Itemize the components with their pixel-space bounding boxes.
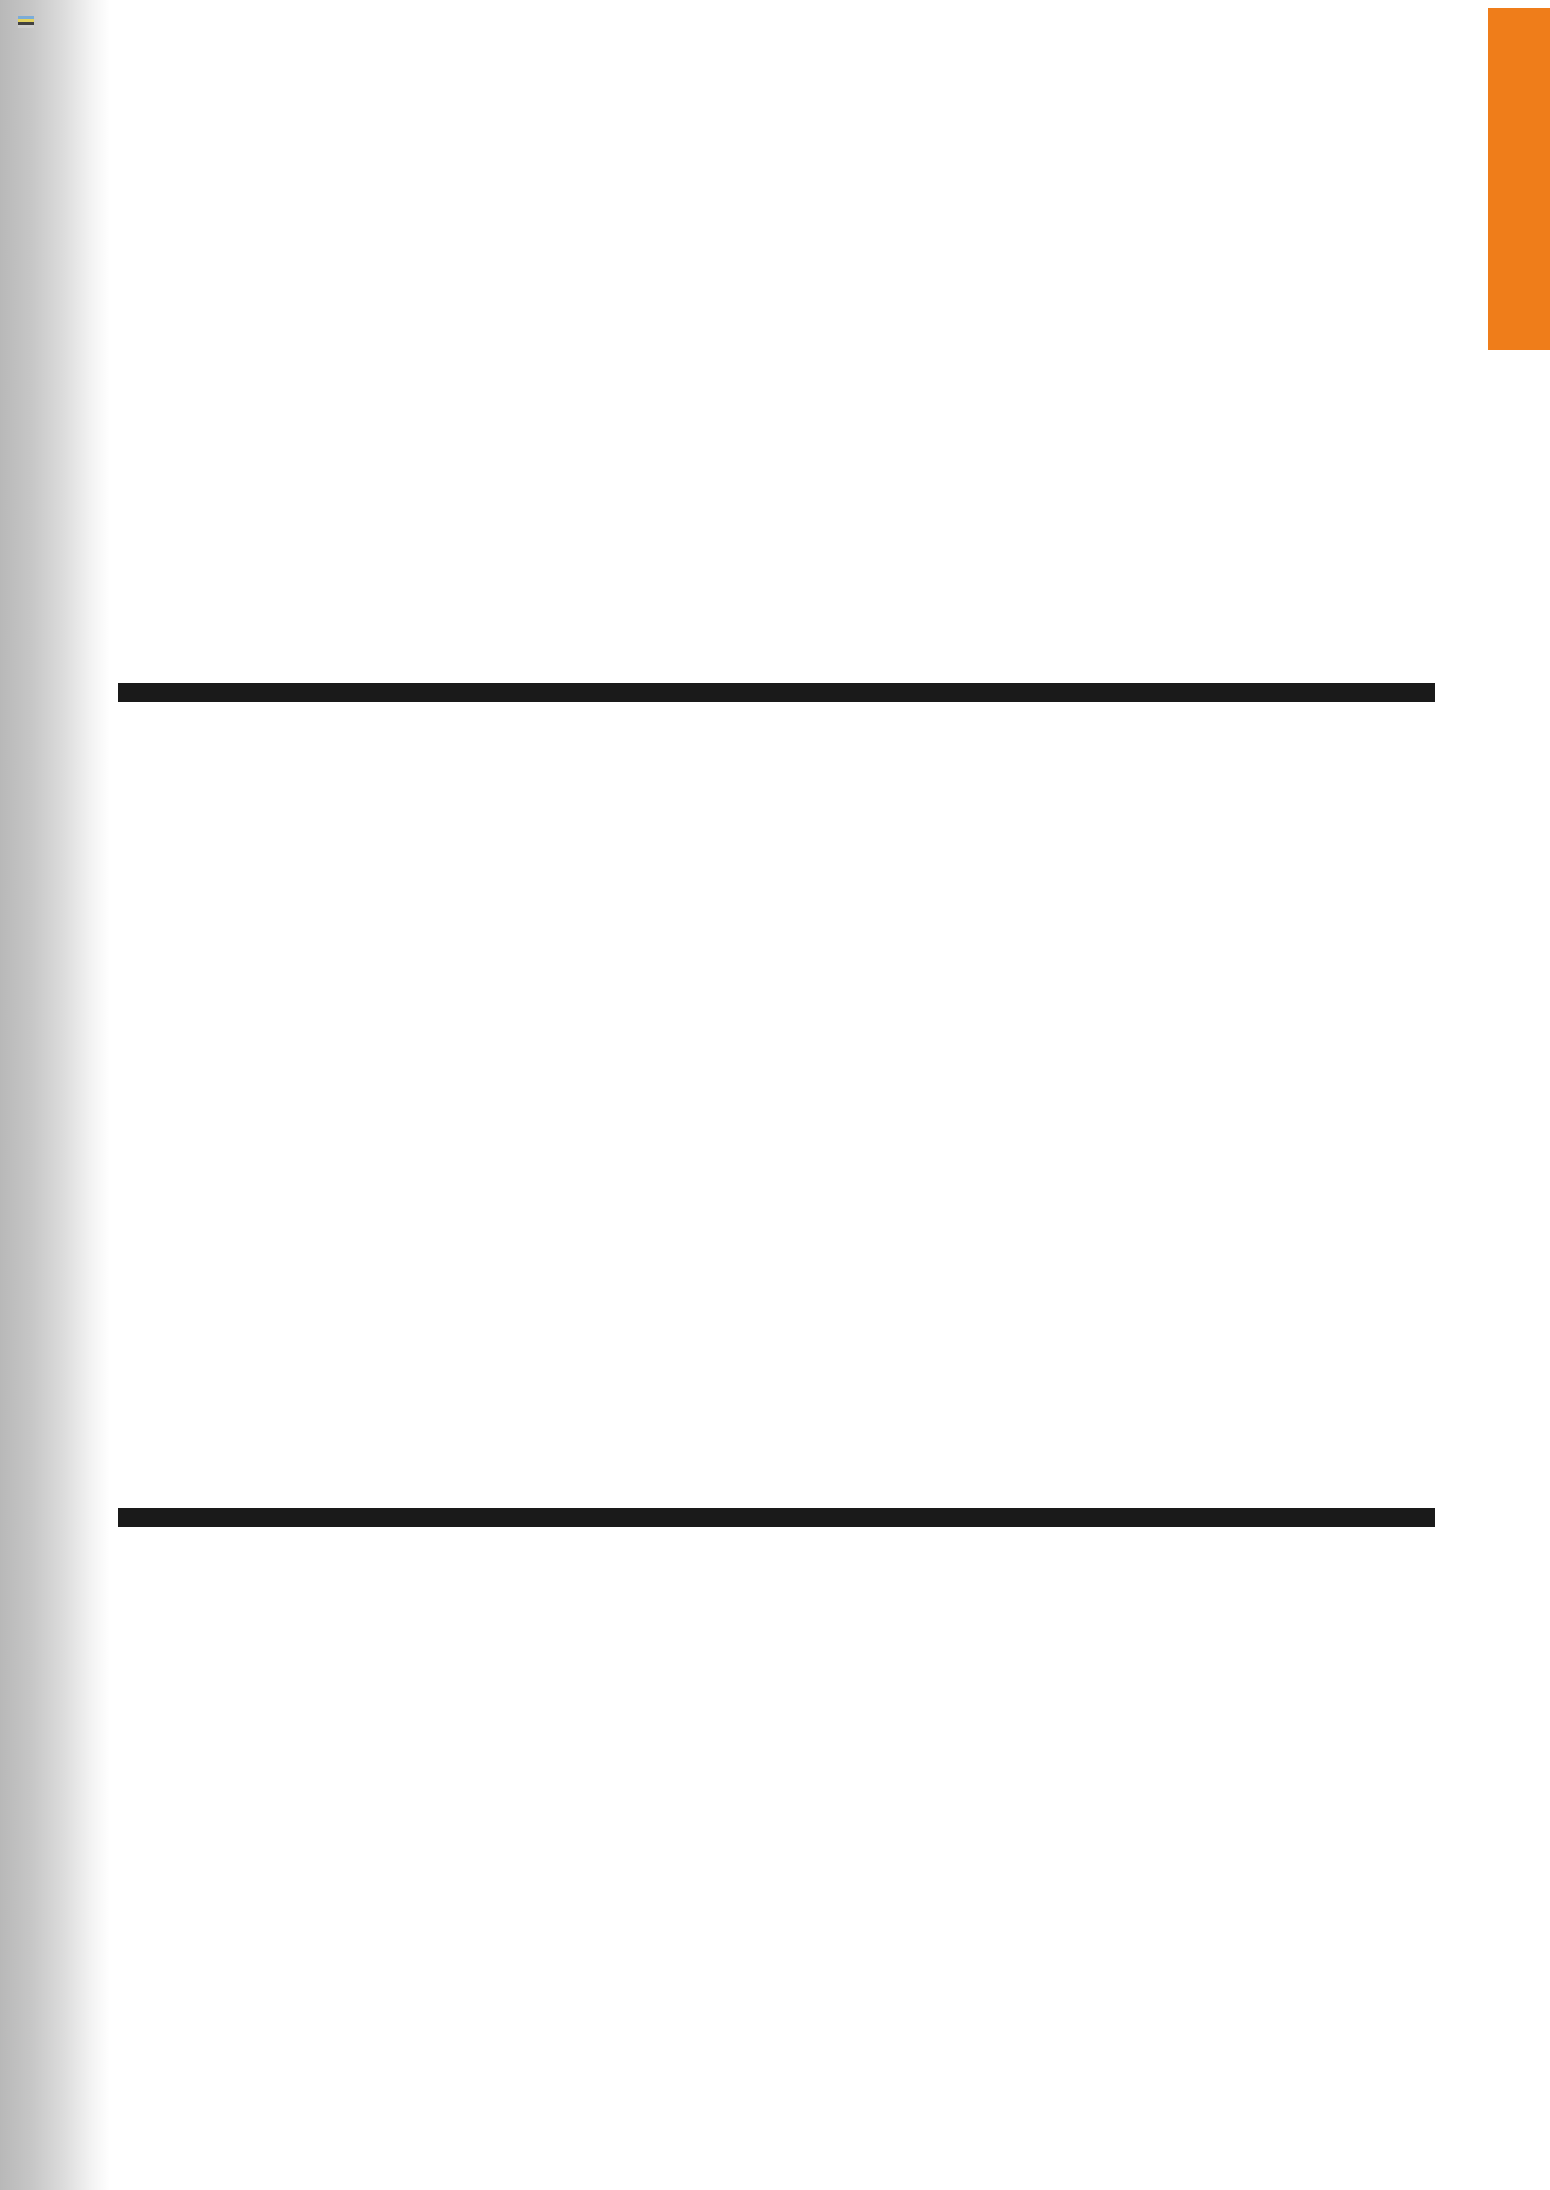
right-sidebar: [1488, 0, 1550, 2190]
intro-right-column: [815, 250, 1435, 276]
sidebar-tab-zubehoer[interactable]: [1488, 8, 1550, 350]
international-sizes-table-1: [118, 683, 1435, 702]
international-sizes-table-2: [118, 1508, 1435, 1527]
table1-title: [118, 683, 1435, 702]
page-fold-shadow: [0, 0, 110, 2190]
table2-title: [118, 1508, 1435, 1527]
color-registration-mark: [18, 16, 34, 28]
